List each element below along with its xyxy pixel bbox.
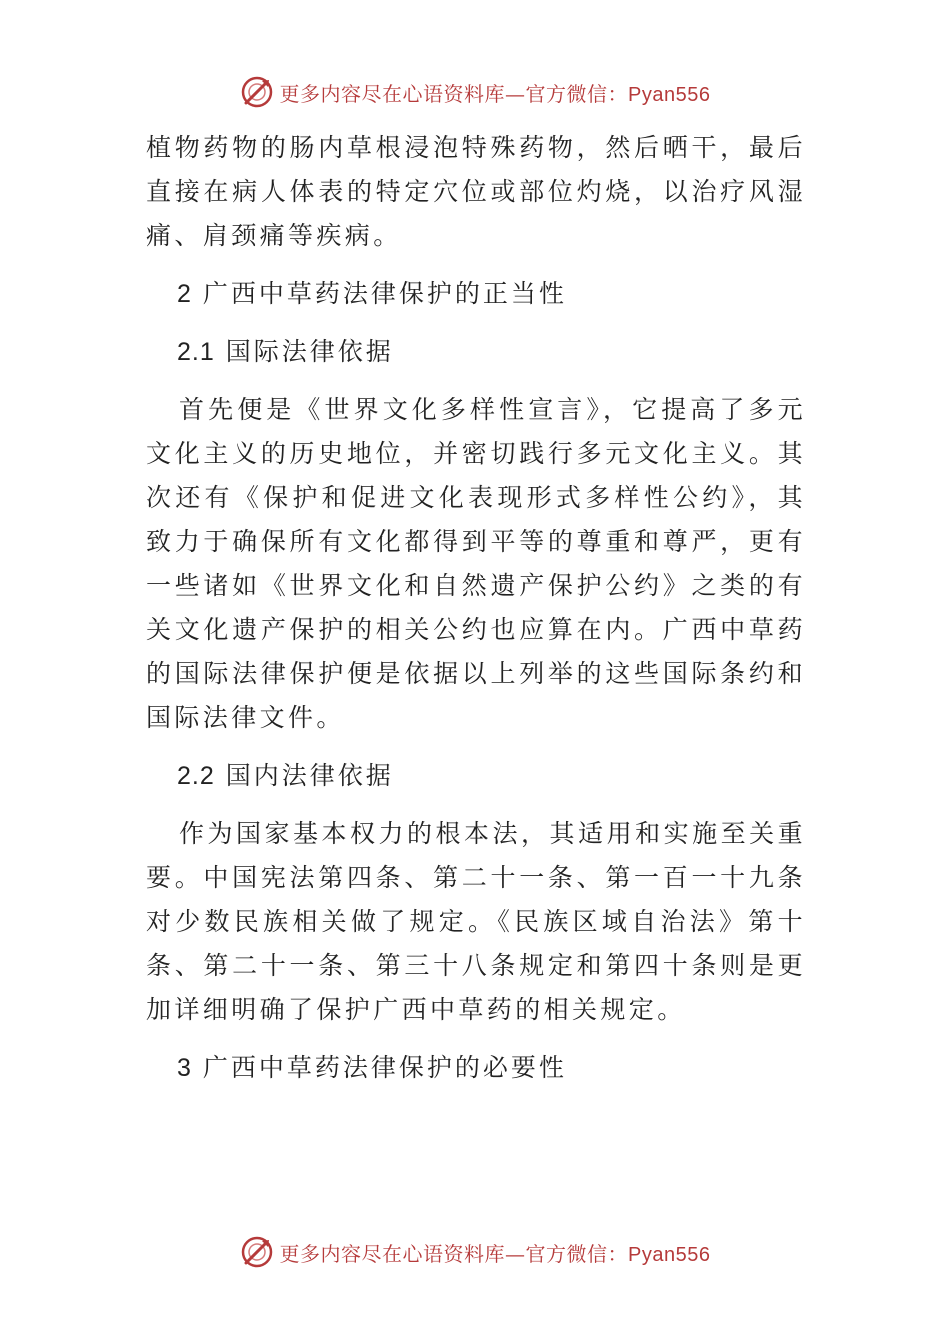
footer-banner <box>0 1232 950 1272</box>
paragraph-3: 作为国家基本权力的根本法，其适用和实施至关重要。中国宪法第四条、第二十一条、第一百一十九条对少数民族相关做了规定。《民族区域自治法》第十条、第二十一条、第三十八条规定和第四十条则是更加详细明确了保护广西中草药的相关规定。 <box>146 819 806 1024</box>
banner-text: 更多内容尽在心语资料库—官方微信：Pyan556 <box>279 1241 711 1266</box>
seal-logo-icon <box>240 75 274 109</box>
heading-3: 3 广西中草药法律保护的必要性 <box>177 1053 567 1082</box>
paragraph-2: 首先便是《世界文化多样性宣言》，它提高了多元文化主义的历史地位，并密切践行多元文化主义。其次还有《保护和促进文化表现形式多样性公约》，其致力于确保所有文化都得到平等的尊重和尊严，更有一些诸如《世界文化和自然遗产保护公约》之类的有关文化遗产保护的相关公约也应算在内。广西中草药的国际法律保护便是依据以上列举的这些国际条约和国际法律文件。 <box>146 395 806 732</box>
header-banner <box>0 72 950 112</box>
heading-2: 2 广西中草药法律保护的正当性 <box>177 279 567 308</box>
seal-logo-icon <box>240 1235 274 1269</box>
heading-2-2: 2.2 国内法律依据 <box>177 761 394 790</box>
document-body <box>146 126 806 1090</box>
paragraph-1: 植物药物的肠内草根浸泡特殊药物，然后晒干，最后直接在病人体表的特定穴位或部位灼烧，以治疗风湿痛、肩颈痛等疾病。 <box>146 133 806 250</box>
heading-2-1: 2.1 国际法律依据 <box>177 337 394 366</box>
banner-text: 更多内容尽在心语资料库—官方微信：Pyan556 <box>279 81 711 106</box>
